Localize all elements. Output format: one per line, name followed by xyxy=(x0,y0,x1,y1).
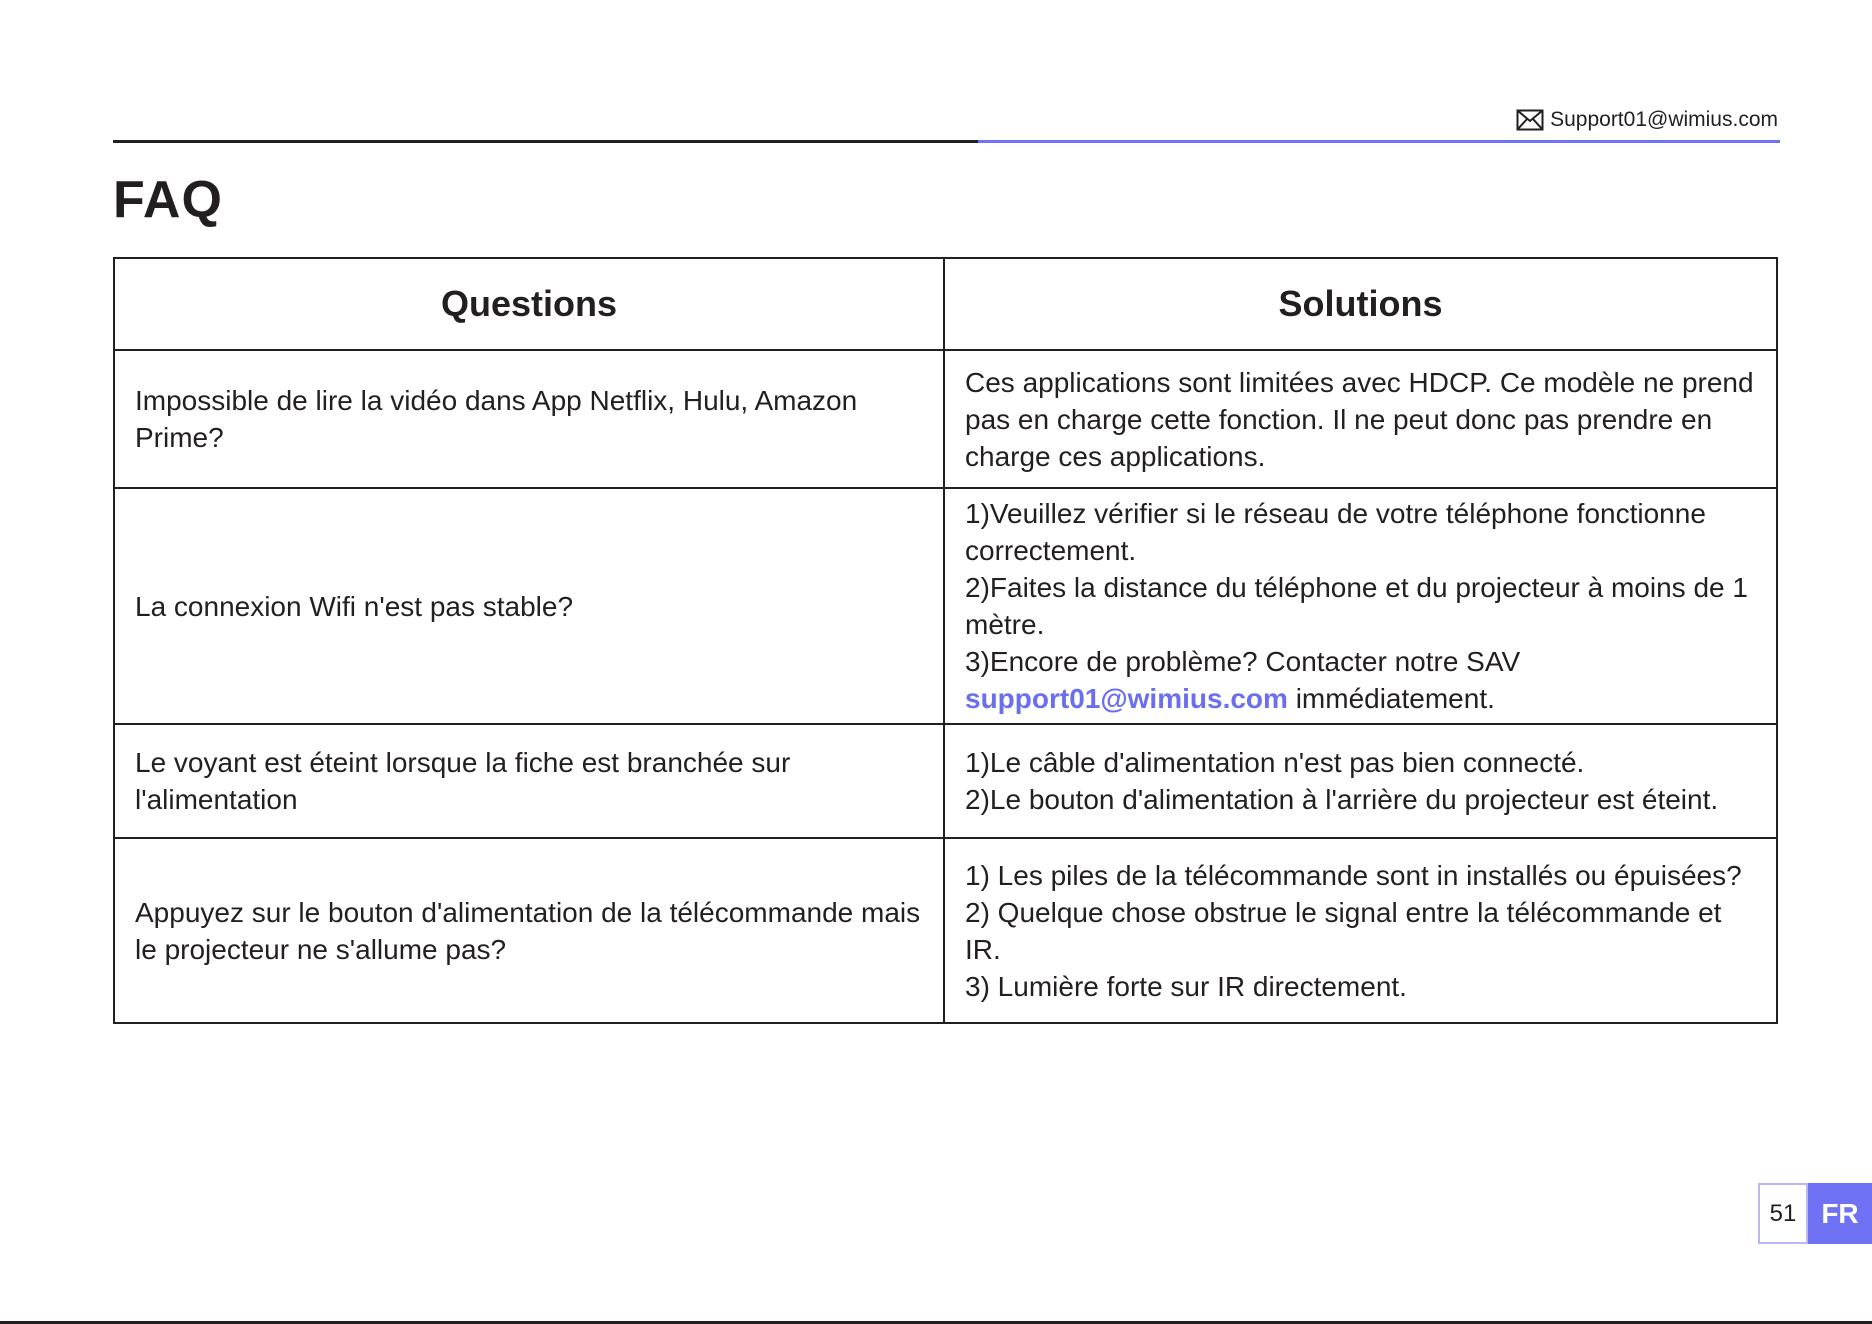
header-email xyxy=(1516,108,1778,132)
header-rule-accent xyxy=(978,140,1780,143)
question-cell: Impossible de lire la vidéo dans App Netflix, Hulu, Amazon Prime? xyxy=(114,350,944,488)
solution-line: 3) Lumière forte sur IR directement. xyxy=(965,970,1407,1002)
solution-line: 1) Les piles de la télécommande sont in installés ou épuisées? xyxy=(965,859,1742,891)
solution-line: 1)Veuillez vérifier si le réseau de votre téléphone fonctionne correctement. xyxy=(965,498,1706,566)
faq-table xyxy=(113,257,1778,1024)
solution-line: 3)Encore de problème? Contacter notre SAV xyxy=(965,646,1521,677)
table-row xyxy=(114,724,1777,838)
solution-line: 2)Faites la distance du téléphone et du projecteur à moins de 1 mètre. xyxy=(965,572,1748,640)
header-email-text[interactable]: Support01@wimius.com xyxy=(1550,108,1778,131)
question-cell: La connexion Wifi n'est pas stable? xyxy=(114,488,944,724)
language-badge: FR xyxy=(1808,1183,1872,1244)
solution-cell xyxy=(944,350,1777,488)
question-cell: Appuyez sur le bouton d'alimentation de la télécommande mais le projecteur ne s'allume pas? xyxy=(114,838,944,1023)
solution-line: 2) Quelque chose obstrue le signal entre la télécommande et IR. xyxy=(965,896,1722,965)
support-email-link[interactable]: support01@wimius.com xyxy=(965,683,1288,714)
solution-tail: immédiatement. xyxy=(1287,683,1495,714)
table-row xyxy=(114,488,1777,724)
table-header-row xyxy=(114,258,1777,350)
page-number: 51 xyxy=(1758,1183,1808,1244)
solution-line: 2)Le bouton d'alimentation à l'arrière du projecteur est éteint. xyxy=(965,784,1719,815)
solution-cell xyxy=(944,838,1777,1023)
table-row xyxy=(114,350,1777,488)
solution-cell xyxy=(944,488,1777,724)
header-rule-dark xyxy=(113,140,978,143)
solution-cell xyxy=(944,724,1777,838)
envelope-icon xyxy=(1516,109,1544,131)
solution-line xyxy=(965,680,1756,717)
question-cell: Le voyant est éteint lorsque la fiche est branchée sur l'alimentation xyxy=(114,724,944,838)
solutions-header: Solutions xyxy=(944,258,1777,350)
page-title: FAQ xyxy=(113,171,223,229)
solution-line: 1)Le câble d'alimentation n'est pas bien connecté. xyxy=(965,747,1585,778)
questions-header: Questions xyxy=(114,258,944,350)
solution-line: Ces applications sont limitées avec HDCP. Ce modèle ne prend pas en charge cette fonction. Il ne peut donc pas prendre en charge ces applications. xyxy=(965,366,1754,472)
table-row xyxy=(114,838,1777,1023)
